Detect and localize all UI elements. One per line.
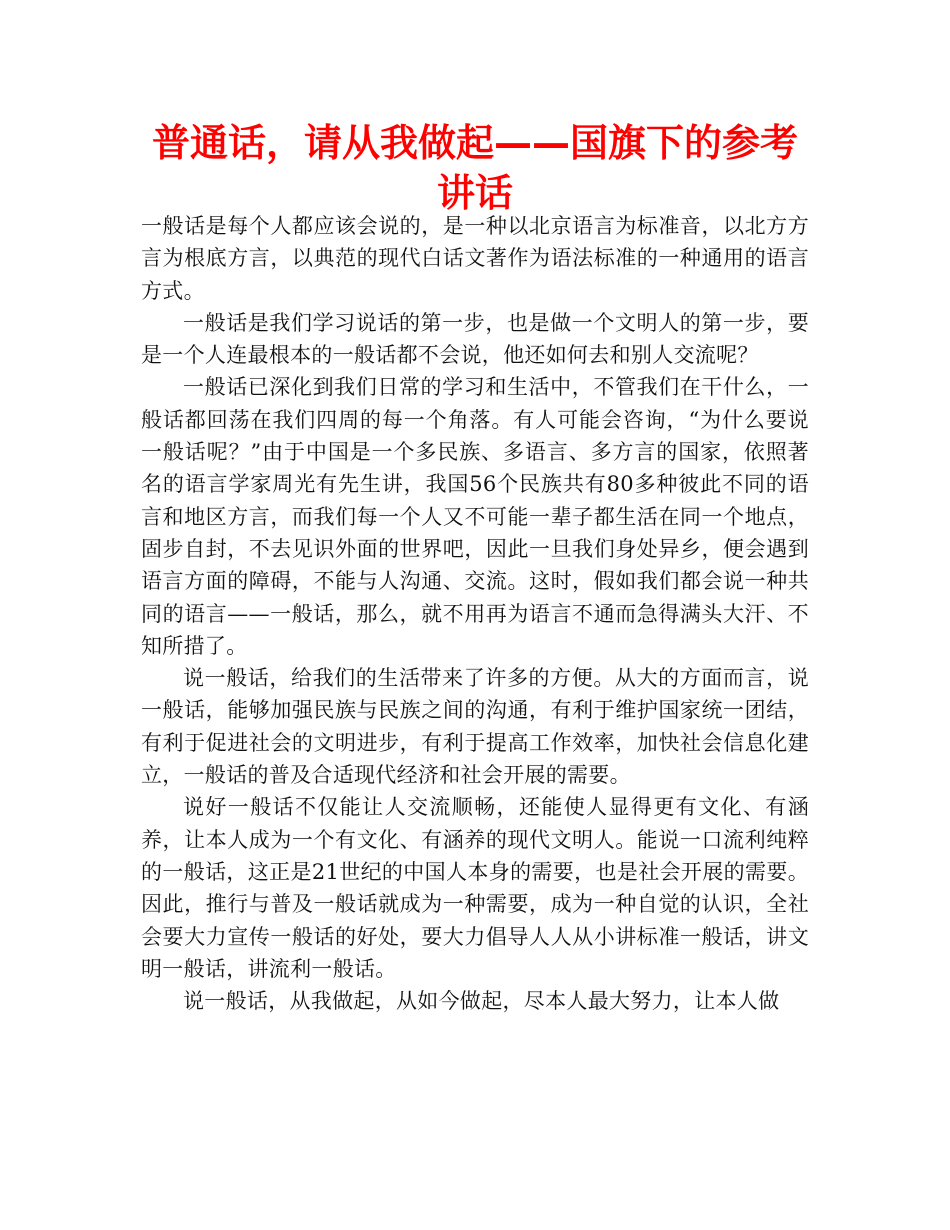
paragraph-3: 一般话已深化到我们日常的学习和生活中，不管我们在干什么，一般话都回荡在我们四周的每一个角落。有人可能会咨询，“为什么要说一般话呢？”由于中国是一个多民族、多语言、多方言的国家，依照著名的语言学家周光有先生讲，我国56个民族共有80多种彼此不同的语言和地区方言，而我们每一个人又不可能一辈子都生活在同一个地点，固步自封，不去见识外面的世界吧，因此一旦我们身处异乡，便会遇到语言方面的障碍，不能与人沟通、交流。这时，假如我们都会说一种共同的语言——一般话，那么，就不用再为语言不通而急得满头大汗、不知所措了。 [141, 375, 809, 658]
paragraph-5: 说好一般话不仅能让人交流顺畅，还能使人显得更有文化、有涵养，让本人成为一个有文化、有涵养的现代文明人。能说一口流利纯粹的一般话，这正是21世纪的中国人本身的需要，也是社会开展的需要。因此，推行与普及一般话就成为一种需要，成为一种自觉的认识，全社会要大力宣传一般话的好处，要大力倡导人人从小讲标准一般话，讲文明一般话，讲流利一般话。 [141, 795, 809, 981]
paragraph-4: 说一般话，给我们的生活带来了许多的方便。从大的方面而言，说一般话，能够加强民族与民族之间的沟通，有利于维护国家统一团结，有利于促进社会的文明进步，有利于提高工作效率，加快社会信息化建立，一般话的普及合适现代经济和社会开展的需要。 [141, 666, 809, 788]
document-title: 普通话，请从我做起——国旗下的参考讲话 [151, 121, 798, 215]
paragraph-1: 一般话是每个人都应该会说的，是一种以北京语言为标准音，以北方方言为根底方言，以典范的现代白话文著作为语法标准的一种通用的语言方式。 [141, 214, 809, 303]
paragraph-2: 一般话是我们学习说话的第一步，也是做一个文明人的第一步，要是一个人连最根本的一般话都不会说，他还如何去和别人交流呢？ [141, 310, 809, 368]
document-body [141, 210, 809, 1017]
paragraph-6: 说一般话，从我做起，从如今做起，尽本人最大努力，让本人做 [183, 989, 780, 1014]
